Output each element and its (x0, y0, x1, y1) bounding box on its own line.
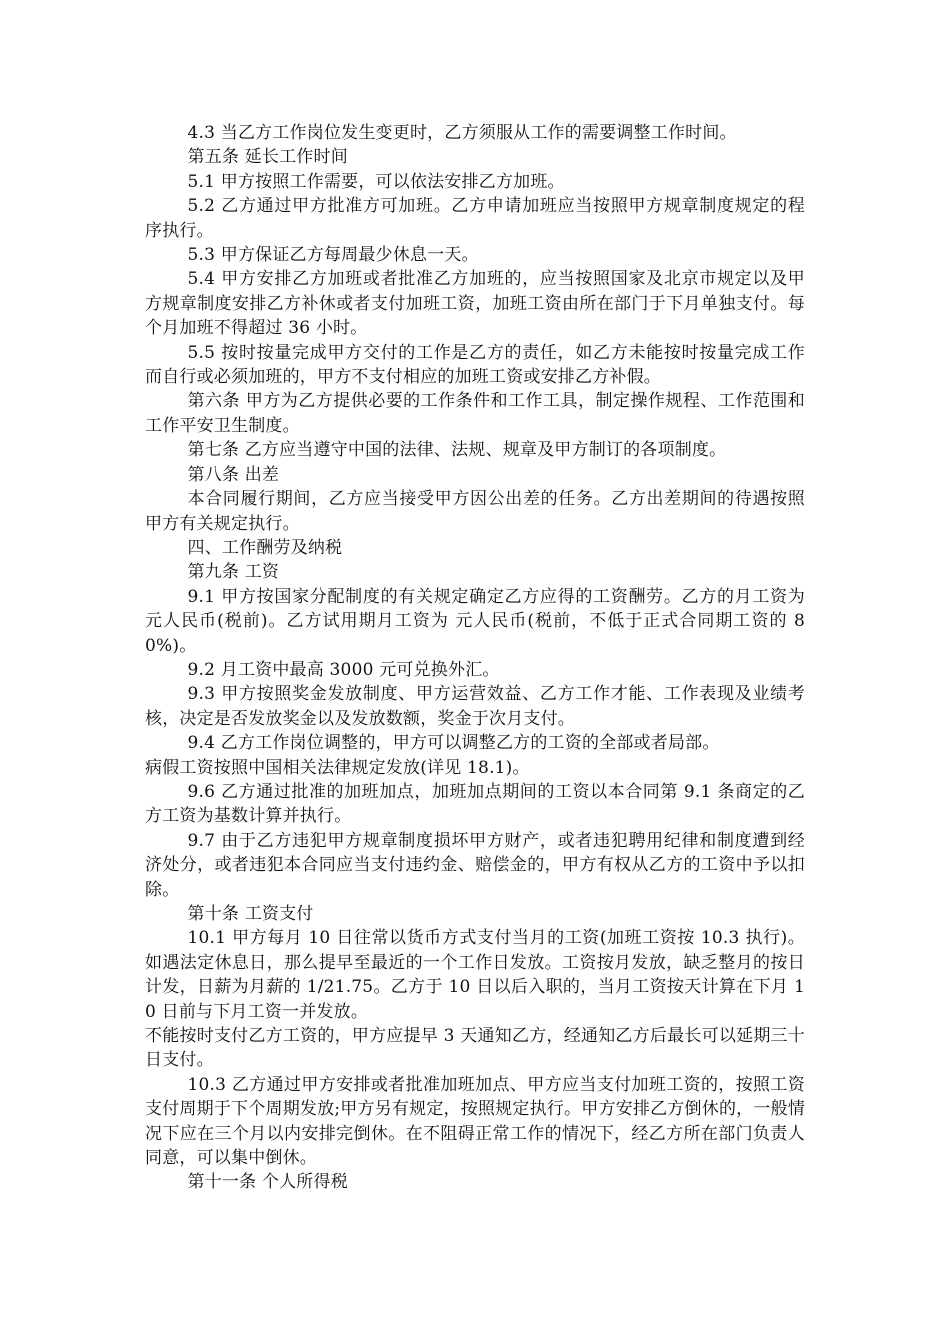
article-8-body: 本合同履行期间，乙方应当接受甲方因公出差的任务。乙方出差期间的待遇按照甲方有关规定执行。 (145, 489, 805, 534)
sick-pay-clause: 病假工资按照中国相关法律规定发放(详见 18.1)。 (145, 757, 530, 778)
clause-5-4: 5.4 甲方安排乙方加班或者批准乙方加班的，应当按照国家及北京市规定以及甲方规章制度安排乙方补休或者支付加班工资，加班工资由所在部门于下月单独支付。每个月加班不得超过 36 小时。 (145, 269, 805, 339)
article-8-heading: 第八条 出差 (187, 464, 280, 485)
article-5-heading: 第五条 延长工作时间 (187, 147, 348, 168)
article-6: 第六条 甲方为乙方提供必要的工作条件和工作工具，制定操作规程、工作范围和工作平安卫生制度。 (145, 391, 805, 436)
document-page (145, 121, 805, 1195)
late-payment-clause: 不能按时支付乙方工资的，甲方应提早 3 天通知乙方，经通知乙方后最长可以延期三十日支付。 (145, 1026, 805, 1071)
clause-10-3: 10.3 乙方通过甲方安排或者批准加班加点、甲方应当支付加班工资的，按照工资支付周期于下个周期发放;甲方另有规定，按照规定执行。甲方安排乙方倒休的，一般情况下应在三个月以内安排完倒休。在不阻碍正常工作的情况下，经乙方所在部门负责人同意，可以集中倒休。 (145, 1074, 805, 1169)
article-10-heading: 第十条 工资支付 (187, 904, 314, 924)
clause-10-1: 10.1 甲方每月 10 日往常以货币方式支付当月的工资(加班工资按 10.3 执行)。如遇法定休息日，那么提早至最近的一个工作日发放。工资按月发放，缺乏整月的按日计发，日薪为月薪的 1/21.75。乙方于 10 日以后入职的，当月工资按天计算在下月 10 日前与下月工资一并发放。 (145, 928, 805, 1022)
article-7: 第七条 乙方应当遵守中国的法律、法规、规章及甲方制订的各项制度。 (187, 440, 727, 461)
clause-9-4: 9.4 乙方工作岗位调整的，甲方可以调整乙方的工资的全部或者局部。 (187, 733, 720, 754)
clause-9-6: 9.6 乙方通过批准的加班加点，加班加点期间的工资以本合同第 9.1 条商定的乙方工资为基数计算并执行。 (145, 781, 805, 827)
article-11-heading: 第十一条 个人所得税 (187, 1172, 348, 1193)
clause-9-1: 9.1 甲方按国家分配制度的有关规定确定乙方应得的工资酬劳。乙方的月工资为 元人民币(税前)。乙方试用期月工资为 元人民币(税前，不低于正式合同期工资的 80%)。 (145, 586, 805, 656)
section-4-heading: 四、工作酬劳及纳税 (187, 537, 343, 558)
article-9-heading: 第九条 工资 (187, 562, 280, 583)
clause-9-7: 9.7 由于乙方违犯甲方规章制度损坏甲方财产，或者违犯聘用纪律和制度遭到经济处分，或者违犯本合同应当支付违约金、赔偿金的，甲方有权从乙方的工资中予以扣除。 (145, 830, 805, 900)
clause-5-2: 5.2 乙方通过甲方批准方可加班。乙方申请加班应当按照甲方规章制度规定的程序执行。 (145, 196, 805, 241)
clause-5-5: 5.5 按时按量完成甲方交付的工作是乙方的责任，如乙方未能按时按量完成工作而自行或必须加班的，甲方不支付相应的加班工资或安排乙方补假。 (145, 342, 805, 388)
clause-9-3: 9.3 甲方按照奖金发放制度、甲方运营效益、乙方工作才能、工作表现及业绩考核，决定是否发放奖金以及发放数额，奖金于次月支付。 (145, 684, 805, 729)
clause-5-3: 5.3 甲方保证乙方每周最少休息一天。 (187, 245, 479, 266)
clause-4-3: 4.3 当乙方工作岗位发生变更时，乙方须服从工作的需要调整工作时间。 (187, 123, 737, 143)
clause-5-1: 5.1 甲方按照工作需要，可以依法安排乙方加班。 (187, 171, 565, 192)
clause-9-2: 9.2 月工资中最高 3000 元可兑换外汇。 (187, 659, 500, 680)
